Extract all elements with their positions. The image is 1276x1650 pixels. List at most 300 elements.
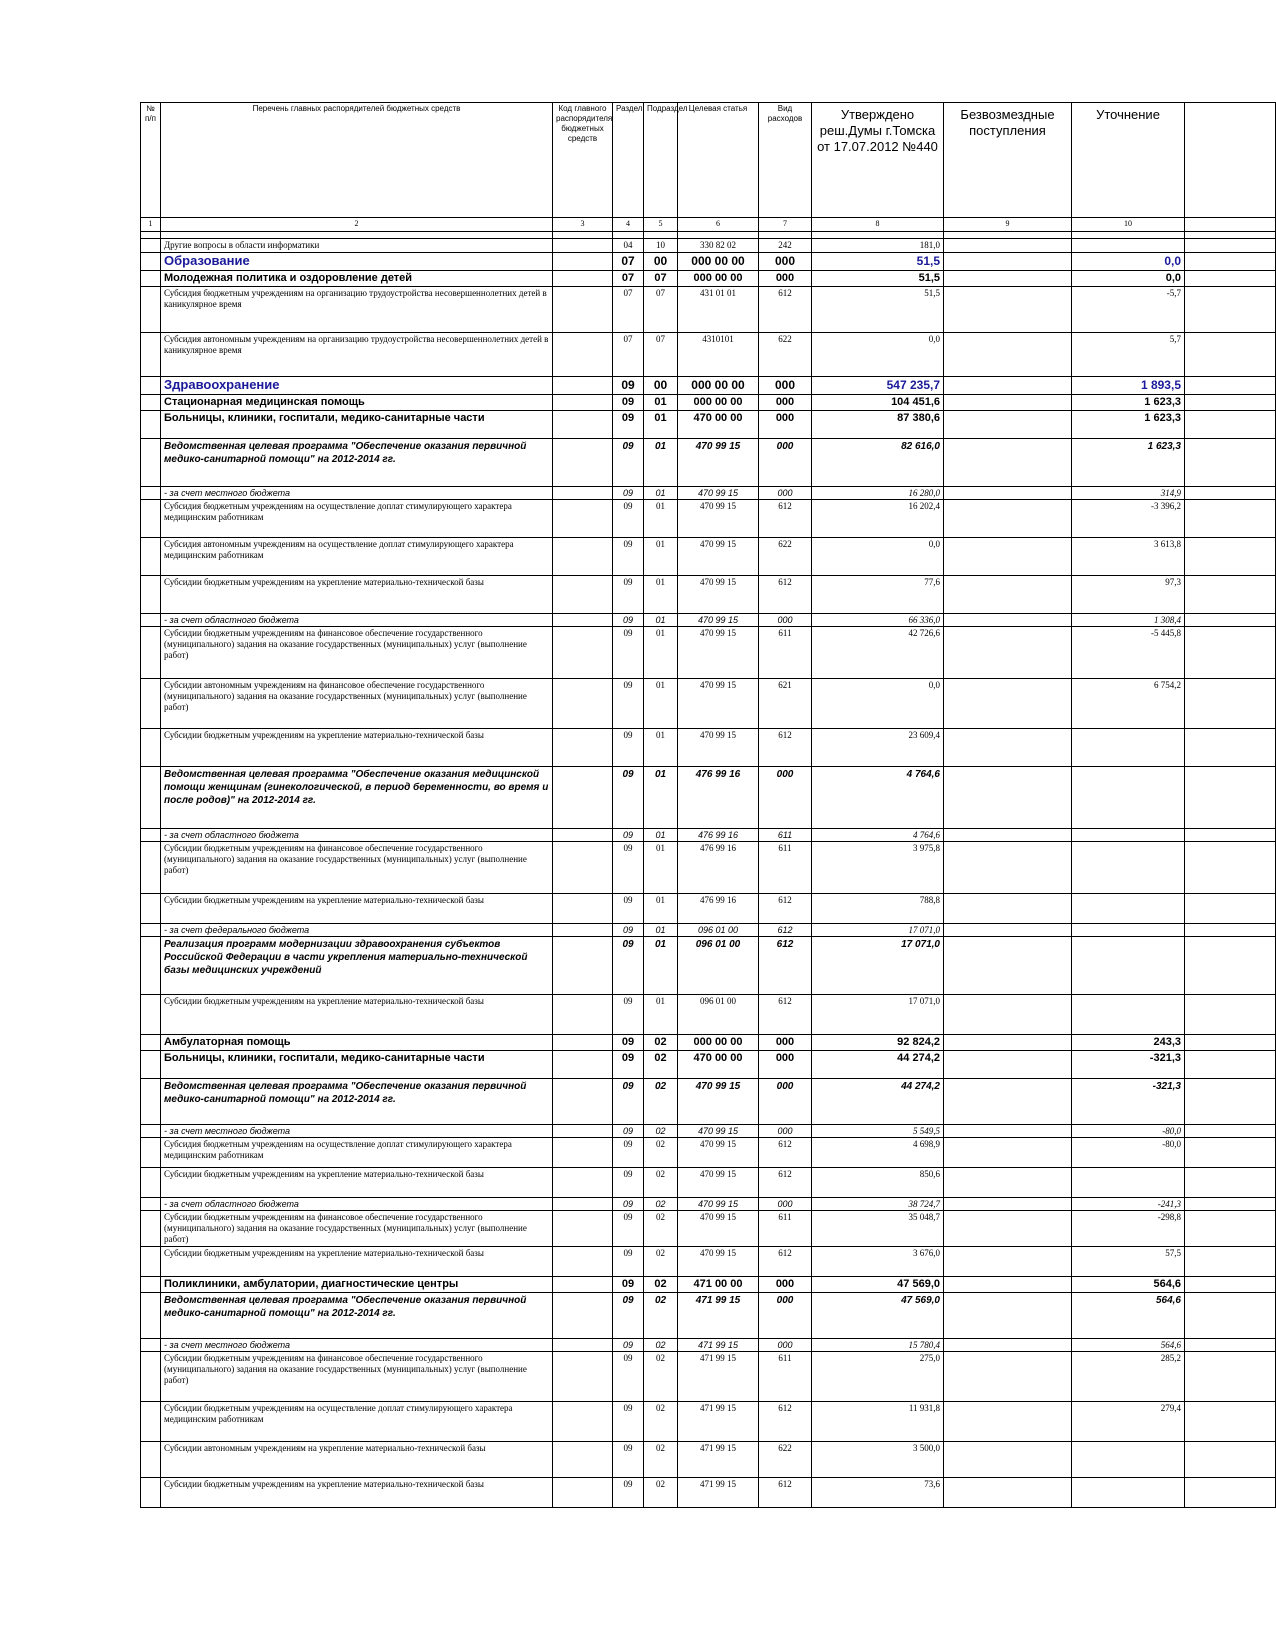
row-target: 471 00 00: [678, 1277, 759, 1293]
row-target: 470 99 15: [678, 500, 759, 538]
row-num: [141, 538, 161, 576]
row-target: 000 00 00: [678, 271, 759, 287]
table-body: [141, 239, 1276, 1508]
row-podrazdel: 07: [644, 271, 678, 287]
row-extra: [1185, 1352, 1276, 1402]
row-vid: 000: [759, 271, 812, 287]
row-razdel: 09: [613, 614, 644, 627]
row-extra: [1185, 767, 1276, 829]
row-free: [944, 1402, 1072, 1442]
row-code: [553, 1442, 613, 1478]
row-approved: 3 676,0: [812, 1247, 944, 1277]
row-code: [553, 1051, 613, 1079]
table-row: [141, 1247, 1276, 1277]
row-name: Ведомственная целевая программа "Обеспечение оказания медицинской помощи женщинам (гинекологической, в период беременности, во время и после родов)" на 2012-2014 гг.: [161, 767, 553, 829]
row-name: Поликлиники, амбулатории, диагностические центры: [161, 1277, 553, 1293]
row-refine: [1072, 239, 1185, 253]
row-razdel: 09: [613, 395, 644, 411]
row-target: 476 99 16: [678, 894, 759, 924]
row-extra: [1185, 333, 1276, 377]
row-code: [553, 1079, 613, 1125]
row-refine: [1072, 924, 1185, 937]
row-podrazdel: 01: [644, 842, 678, 894]
row-target: 470 99 15: [678, 439, 759, 487]
row-num: [141, 842, 161, 894]
row-approved: 181,0: [812, 239, 944, 253]
row-approved: 4 698,9: [812, 1138, 944, 1168]
row-free: [944, 1478, 1072, 1508]
row-free: [944, 1293, 1072, 1339]
row-vid: 000: [759, 411, 812, 439]
row-razdel: 07: [613, 333, 644, 377]
row-extra: [1185, 1079, 1276, 1125]
row-vid: 621: [759, 679, 812, 729]
row-code: [553, 1125, 613, 1138]
table-row: [141, 1293, 1276, 1339]
row-vid: 612: [759, 937, 812, 995]
row-target: 471 99 15: [678, 1339, 759, 1352]
row-free: [944, 924, 1072, 937]
row-approved: 87 380,6: [812, 411, 944, 439]
row-extra: [1185, 1211, 1276, 1247]
row-extra: [1185, 377, 1276, 395]
row-razdel: 04: [613, 239, 644, 253]
row-refine: 243,3: [1072, 1035, 1185, 1051]
row-extra: [1185, 1277, 1276, 1293]
row-razdel: 09: [613, 679, 644, 729]
row-name: - за счет областного бюджета: [161, 829, 553, 842]
row-target: 470 99 15: [678, 576, 759, 614]
row-refine: -241,3: [1072, 1198, 1185, 1211]
row-vid: 611: [759, 1352, 812, 1402]
table-row: [141, 333, 1276, 377]
row-num: [141, 1051, 161, 1079]
table-row: [141, 538, 1276, 576]
row-free: [944, 937, 1072, 995]
row-code: [553, 1138, 613, 1168]
row-vid: 000: [759, 1198, 812, 1211]
row-name: Реализация программ модернизации здравоохранения субъектов Российской Федерации в части укрепления материально-технической базы медицинских учреждений: [161, 937, 553, 995]
row-razdel: 09: [613, 1442, 644, 1478]
row-name: Субсидия автономным учреждениям на осуществление доплат стимулирующего характера медицинским работникам: [161, 538, 553, 576]
row-razdel: 09: [613, 1079, 644, 1125]
row-extra: [1185, 1442, 1276, 1478]
row-razdel: 09: [613, 1402, 644, 1442]
row-vid: 611: [759, 829, 812, 842]
col-number: 9: [944, 218, 1072, 232]
row-free: [944, 1211, 1072, 1247]
row-num: [141, 937, 161, 995]
col-number: 2: [161, 218, 553, 232]
row-refine: -3 396,2: [1072, 500, 1185, 538]
row-vid: 000: [759, 439, 812, 487]
row-approved: 66 336,0: [812, 614, 944, 627]
row-target: 471 99 15: [678, 1442, 759, 1478]
row-approved: 850,6: [812, 1168, 944, 1198]
budget-table: [140, 102, 1276, 1508]
table-row: [141, 829, 1276, 842]
row-name: - за счет областного бюджета: [161, 1198, 553, 1211]
row-podrazdel: 02: [644, 1247, 678, 1277]
row-name: Образование: [161, 253, 553, 271]
row-vid: 622: [759, 538, 812, 576]
row-target: 470 00 00: [678, 1051, 759, 1079]
col-number: 7: [759, 218, 812, 232]
row-approved: 82 616,0: [812, 439, 944, 487]
table-row: [141, 1339, 1276, 1352]
row-podrazdel: 02: [644, 1293, 678, 1339]
row-num: [141, 1293, 161, 1339]
row-refine: -298,8: [1072, 1211, 1185, 1247]
row-approved: 92 824,2: [812, 1035, 944, 1051]
row-refine: 1 308,4: [1072, 614, 1185, 627]
row-num: [141, 500, 161, 538]
row-code: [553, 333, 613, 377]
row-code: [553, 995, 613, 1035]
row-approved: 38 724,7: [812, 1198, 944, 1211]
row-podrazdel: 01: [644, 614, 678, 627]
row-code: [553, 924, 613, 937]
table-row: [141, 411, 1276, 439]
row-num: [141, 576, 161, 614]
row-razdel: 09: [613, 1198, 644, 1211]
row-podrazdel: 02: [644, 1079, 678, 1125]
row-free: [944, 1079, 1072, 1125]
table-row: [141, 1125, 1276, 1138]
table-row: [141, 253, 1276, 271]
row-target: 470 99 15: [678, 1198, 759, 1211]
row-name: Субсидия автономным учреждениям на организацию трудоустройства несовершеннолетних детей в каникулярное время: [161, 333, 553, 377]
row-refine: -5,7: [1072, 287, 1185, 333]
row-code: [553, 679, 613, 729]
row-approved: 3 975,8: [812, 842, 944, 894]
row-vid: 612: [759, 287, 812, 333]
row-refine: 285,2: [1072, 1352, 1185, 1402]
row-razdel: 09: [613, 1211, 644, 1247]
row-free: [944, 1352, 1072, 1402]
table-row: [141, 894, 1276, 924]
table-row: [141, 1168, 1276, 1198]
row-vid: 000: [759, 1051, 812, 1079]
row-code: [553, 271, 613, 287]
row-num: [141, 1168, 161, 1198]
table-header: [141, 103, 1276, 239]
row-name: Ведомственная целевая программа "Обеспечение оказания первичной медико-санитарной помощи" на 2012-2014 гг.: [161, 1293, 553, 1339]
col-number: 5: [644, 218, 678, 232]
table-row: [141, 500, 1276, 538]
header-target: Целевая статья: [678, 103, 759, 218]
row-approved: 51,5: [812, 253, 944, 271]
row-approved: 5 549,5: [812, 1125, 944, 1138]
row-vid: 612: [759, 500, 812, 538]
row-target: 330 82 02: [678, 239, 759, 253]
row-podrazdel: 02: [644, 1352, 678, 1402]
row-refine: [1072, 1478, 1185, 1508]
row-podrazdel: 01: [644, 487, 678, 500]
row-num: [141, 767, 161, 829]
row-num: [141, 1035, 161, 1051]
row-code: [553, 937, 613, 995]
row-razdel: 09: [613, 411, 644, 439]
row-refine: -80,0: [1072, 1125, 1185, 1138]
row-num: [141, 239, 161, 253]
table-row: [141, 1198, 1276, 1211]
row-num: [141, 271, 161, 287]
row-refine: 564,6: [1072, 1277, 1185, 1293]
row-name: Молодежная политика и оздоровление детей: [161, 271, 553, 287]
row-podrazdel: 01: [644, 937, 678, 995]
row-razdel: 09: [613, 439, 644, 487]
row-refine: 0,0: [1072, 271, 1185, 287]
row-refine: [1072, 995, 1185, 1035]
row-refine: [1072, 842, 1185, 894]
row-target: 096 01 00: [678, 924, 759, 937]
row-razdel: 09: [613, 500, 644, 538]
row-code: [553, 576, 613, 614]
row-target: 470 99 15: [678, 627, 759, 679]
row-target: 471 99 15: [678, 1402, 759, 1442]
col-number: 4: [613, 218, 644, 232]
row-name: Субсидии бюджетным учреждениям на финансовое обеспечение государственного (муниципального) задания на оказание государственных (муниципальных) услуг (выполнение работ): [161, 1352, 553, 1402]
row-name: Субсидия бюджетным учреждениям на осуществление доплат стимулирующего характера медицинским работникам: [161, 1138, 553, 1168]
row-refine: 279,4: [1072, 1402, 1185, 1442]
row-target: 470 99 15: [678, 1211, 759, 1247]
row-free: [944, 576, 1072, 614]
row-extra: [1185, 1051, 1276, 1079]
row-target: 431 01 01: [678, 287, 759, 333]
row-name: Субсидии бюджетным учреждениям на укрепление материально-технической базы: [161, 576, 553, 614]
row-num: [141, 1352, 161, 1402]
table-row: [141, 614, 1276, 627]
row-extra: [1185, 1478, 1276, 1508]
row-code: [553, 1293, 613, 1339]
row-podrazdel: 01: [644, 829, 678, 842]
row-approved: 51,5: [812, 287, 944, 333]
row-vid: 000: [759, 487, 812, 500]
row-approved: 4 764,6: [812, 829, 944, 842]
row-num: [141, 395, 161, 411]
row-approved: 51,5: [812, 271, 944, 287]
row-extra: [1185, 894, 1276, 924]
row-free: [944, 842, 1072, 894]
column-numbers-row: [141, 218, 1276, 232]
row-code: [553, 829, 613, 842]
row-vid: 000: [759, 1035, 812, 1051]
row-name: Субсидия бюджетным учреждениям на организацию трудоустройства несовершеннолетних детей в каникулярное время: [161, 287, 553, 333]
row-free: [944, 1442, 1072, 1478]
table-row: [141, 627, 1276, 679]
row-target: 000 00 00: [678, 377, 759, 395]
row-refine: 3 613,8: [1072, 538, 1185, 576]
row-podrazdel: 01: [644, 627, 678, 679]
row-target: 476 99 16: [678, 829, 759, 842]
row-code: [553, 627, 613, 679]
row-target: 471 99 15: [678, 1478, 759, 1508]
row-podrazdel: 02: [644, 1198, 678, 1211]
row-target: 470 99 15: [678, 487, 759, 500]
row-code: [553, 1478, 613, 1508]
row-free: [944, 829, 1072, 842]
row-vid: 611: [759, 1211, 812, 1247]
row-free: [944, 1247, 1072, 1277]
row-name: Субсидии бюджетным учреждениям на финансовое обеспечение государственного (муниципального) задания на оказание государственных (муниципальных) услуг (выполнение работ): [161, 627, 553, 679]
table-row: [141, 924, 1276, 937]
row-extra: [1185, 842, 1276, 894]
row-target: 476 99 16: [678, 842, 759, 894]
row-podrazdel: 01: [644, 538, 678, 576]
row-approved: 16 202,4: [812, 500, 944, 538]
row-num: [141, 411, 161, 439]
row-num: [141, 253, 161, 271]
row-code: [553, 1168, 613, 1198]
col-number: 1: [141, 218, 161, 232]
row-refine: 5,7: [1072, 333, 1185, 377]
row-free: [944, 995, 1072, 1035]
row-podrazdel: 02: [644, 1211, 678, 1247]
row-podrazdel: 01: [644, 729, 678, 767]
budget-sheet: [140, 102, 1276, 1508]
row-num: [141, 1247, 161, 1277]
row-podrazdel: 02: [644, 1402, 678, 1442]
row-num: [141, 614, 161, 627]
row-approved: 17 071,0: [812, 937, 944, 995]
row-podrazdel: 02: [644, 1168, 678, 1198]
row-name: Субсидии автономным учреждениям на финансовое обеспечение государственного (муниципального) задания на оказание государственных (муниципальных) услуг (выполнение работ): [161, 679, 553, 729]
row-razdel: 09: [613, 995, 644, 1035]
row-vid: 612: [759, 995, 812, 1035]
row-razdel: 09: [613, 842, 644, 894]
row-free: [944, 1277, 1072, 1293]
header-list: Перечень главных распорядителей бюджетных средств: [161, 103, 553, 218]
row-code: [553, 500, 613, 538]
row-razdel: 09: [613, 937, 644, 995]
row-name: Субсидии бюджетным учреждениям на финансовое обеспечение государственного (муниципального) задания на оказание государственных (муниципальных) услуг (выполнение работ): [161, 1211, 553, 1247]
row-code: [553, 842, 613, 894]
row-extra: [1185, 1035, 1276, 1051]
row-extra: [1185, 1339, 1276, 1352]
row-name: Субсидии бюджетным учреждениям на финансовое обеспечение государственного (муниципального) задания на оказание государственных (муниципальных) услуг (выполнение работ): [161, 842, 553, 894]
row-name: Субсидии бюджетным учреждениям на укрепление материально-технической базы: [161, 1247, 553, 1277]
row-refine: 0,0: [1072, 253, 1185, 271]
row-free: [944, 1125, 1072, 1138]
row-free: [944, 253, 1072, 271]
row-num: [141, 333, 161, 377]
row-extra: [1185, 1402, 1276, 1442]
row-razdel: 09: [613, 1051, 644, 1079]
row-razdel: 07: [613, 287, 644, 333]
table-row: [141, 1402, 1276, 1442]
row-vid: 000: [759, 1277, 812, 1293]
row-razdel: 09: [613, 627, 644, 679]
table-row: [141, 1478, 1276, 1508]
row-refine: 1 623,3: [1072, 411, 1185, 439]
header-code: Код главного распорядителя бюджетных средств: [553, 103, 613, 218]
row-refine: [1072, 829, 1185, 842]
row-approved: 44 274,2: [812, 1051, 944, 1079]
row-refine: 564,6: [1072, 1293, 1185, 1339]
row-extra: [1185, 829, 1276, 842]
row-num: [141, 1277, 161, 1293]
header-podrazdel: Подраздел: [644, 103, 678, 218]
row-approved: 44 274,2: [812, 1079, 944, 1125]
table-row: [141, 1051, 1276, 1079]
table-row: [141, 1138, 1276, 1168]
row-num: [141, 829, 161, 842]
row-podrazdel: 02: [644, 1277, 678, 1293]
row-target: 470 99 15: [678, 538, 759, 576]
header-extra: [1185, 103, 1276, 218]
row-target: 096 01 00: [678, 995, 759, 1035]
row-vid: 612: [759, 1247, 812, 1277]
row-free: [944, 333, 1072, 377]
row-name: Ведомственная целевая программа "Обеспечение оказания первичной медико-санитарной помощи" на 2012-2014 гг.: [161, 439, 553, 487]
row-approved: 0,0: [812, 538, 944, 576]
row-refine: 97,3: [1072, 576, 1185, 614]
row-extra: [1185, 1198, 1276, 1211]
row-num: [141, 679, 161, 729]
row-target: 470 99 15: [678, 1247, 759, 1277]
spacer-row: [141, 232, 1276, 239]
row-vid: 000: [759, 614, 812, 627]
row-podrazdel: 01: [644, 924, 678, 937]
table-row: [141, 1277, 1276, 1293]
row-podrazdel: 00: [644, 377, 678, 395]
row-vid: 000: [759, 1125, 812, 1138]
row-num: [141, 1402, 161, 1442]
row-code: [553, 1211, 613, 1247]
row-razdel: 09: [613, 1168, 644, 1198]
row-podrazdel: 01: [644, 411, 678, 439]
row-vid: 612: [759, 894, 812, 924]
row-razdel: 07: [613, 253, 644, 271]
row-num: [141, 1138, 161, 1168]
header-vid: Вид расходов: [759, 103, 812, 218]
row-approved: 275,0: [812, 1352, 944, 1402]
row-name: Амбулаторная помощь: [161, 1035, 553, 1051]
row-target: 000 00 00: [678, 1035, 759, 1051]
header-approved: Утверждено реш.Думы г.Томска от 17.07.2012 №440: [812, 103, 944, 218]
row-vid: 000: [759, 1079, 812, 1125]
row-target: 470 00 00: [678, 411, 759, 439]
row-refine: [1072, 1168, 1185, 1198]
row-refine: 314,9: [1072, 487, 1185, 500]
row-podrazdel: 02: [644, 1339, 678, 1352]
table-row: [141, 937, 1276, 995]
row-extra: [1185, 1247, 1276, 1277]
row-razdel: 09: [613, 729, 644, 767]
row-num: [141, 287, 161, 333]
row-code: [553, 1035, 613, 1051]
row-approved: 23 609,4: [812, 729, 944, 767]
row-razdel: 09: [613, 1293, 644, 1339]
row-target: 4310101: [678, 333, 759, 377]
row-vid: 242: [759, 239, 812, 253]
table-row: [141, 729, 1276, 767]
row-num: [141, 1339, 161, 1352]
row-name: Субсидия бюджетным учреждениям на осуществление доплат стимулирующего характера медицинским работникам: [161, 500, 553, 538]
row-num: [141, 627, 161, 679]
row-name: Субсидии бюджетным учреждениям на укрепление материально-технической базы: [161, 1478, 553, 1508]
row-refine: -321,3: [1072, 1079, 1185, 1125]
row-vid: 000: [759, 253, 812, 271]
row-extra: [1185, 937, 1276, 995]
row-name: Ведомственная целевая программа "Обеспечение оказания первичной медико-санитарной помощи" на 2012-2014 гг.: [161, 1079, 553, 1125]
col-number: 3: [553, 218, 613, 232]
row-free: [944, 1051, 1072, 1079]
row-podrazdel: 07: [644, 333, 678, 377]
row-vid: 000: [759, 395, 812, 411]
row-extra: [1185, 995, 1276, 1035]
